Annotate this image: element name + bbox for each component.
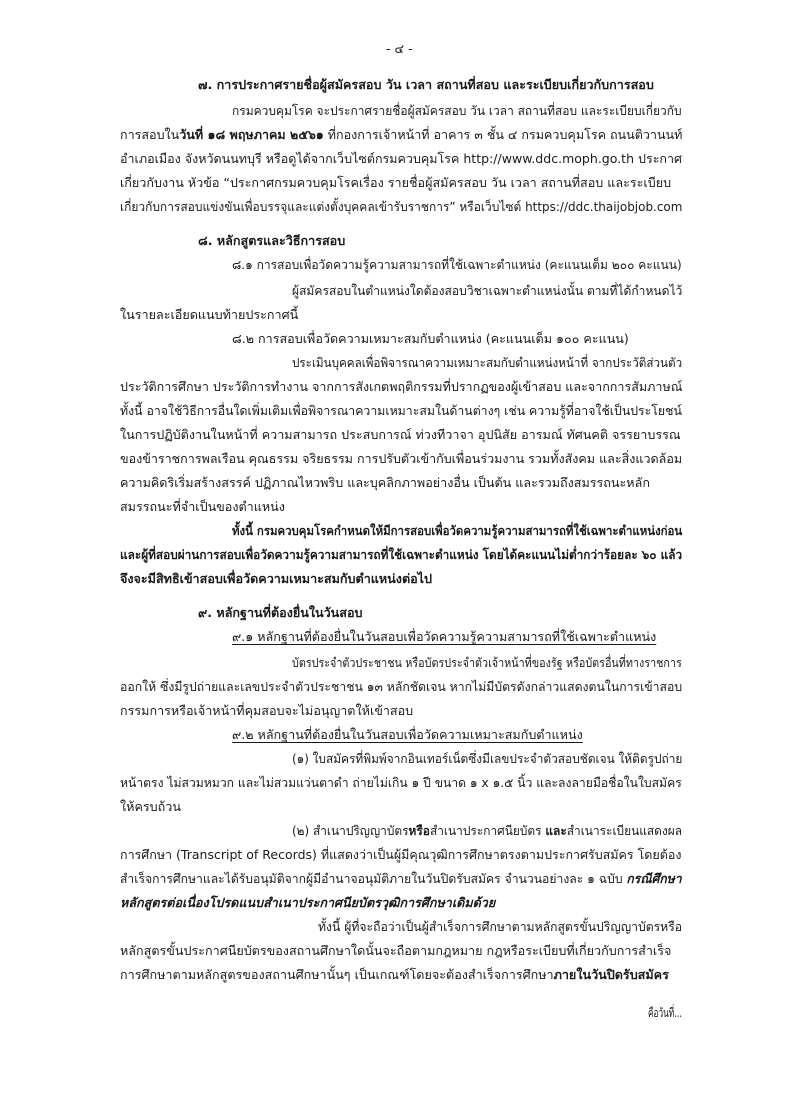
section-9-1-line-2: ออกให้ ซึ่งมีรูปถ่ายและเลขประจำตัวประชาชน ๑๓ หลักชัดเจน หากไม่มีบัตรดังกล่าวแสดงตนในการเข้าสอบ	[120, 679, 683, 694]
section-9-1-line-3: กรรมการหรือเจ้าหน้าที่คุมสอบจะไม่อนุญาตให้เข้าสอบ	[120, 703, 414, 718]
section-8-1-title: ๘.๑ การสอบเพื่อวัดความรู้ความสามารถที่ใช้เฉพาะตำแหน่ง (คะแนนเต็ม ๒๐๐ คะแนน)	[232, 257, 682, 272]
graduation-note-line-3: การศึกษาตามหลักสูตรของสถานศึกษานั้นๆ เป็นเกณฑ์โดยจะต้องสำเร็จการศึกษาภายในวันปิดรับสมัคร	[120, 967, 669, 982]
section-7-line-2: การสอบในวันที่ ๑๘ พฤษภาคม ๒๕๖๑ ที่กองการเจ้าหน้าที่ อาคาร ๓ ชั้น ๔ กรมควบคุมโรค ถนนติวานนท์	[120, 127, 683, 142]
section-8-2-line-5: ของข้าราชการพลเรือน คุณธรรม จริยธรรม การปรับตัวเข้ากับเพื่อนร่วมงาน รวมทั้งสังคม และสิ่งแวดล้อม	[120, 451, 683, 466]
continuing-study-note: กรณีศึกษา	[626, 871, 682, 886]
section-7-line-3: อำเภอเมือง จังหวัดนนทบุรี หรือดูได้จากเว็บไซต์กรมควบคุมโรค http://www.ddc.moph.go.th ประกาศ	[120, 151, 683, 166]
section-8-2-line-2: ประวัติการศึกษา ประวัติการทำงาน จากการสังเกตพฤติกรรมที่ปรากฏของผู้เข้าสอบ และจากการสัมภาษณ์	[120, 379, 683, 394]
section-8-note-line-3: จึงจะมีสิทธิเข้าสอบเพื่อวัดความเหมาะสมกับตำแหน่งต่อไป	[120, 571, 433, 586]
section-8-note-line-2: และผู้ที่สอบผ่านการสอบเพื่อวัดความรู้ความสามารถที่ใช้เฉพาะตำแหน่ง โดยได้คะแนนไม่ต่ำกว่าร้อยละ ๖๐ แล้ว	[120, 547, 683, 562]
section-8-1-line-2: ในรายละเอียดแนบท้ายประกาศนี้	[120, 307, 299, 322]
section-8-2-title: ๘.๒ การสอบเพื่อวัดความเหมาะสมกับตำแหน่ง (คะแนนเต็ม ๑๐๐ คะแนน)	[232, 331, 629, 346]
item-1-line-3: ให้ครบถ้วน	[120, 799, 181, 814]
section-8-2-line-7: สมรรถนะที่จำเป็นของตำแหน่ง	[120, 499, 285, 514]
graduation-note-line-1: ทั้งนี้ ผู้ที่จะถือว่าเป็นผู้สำเร็จการศึกษาตามหลักสูตรขั้นปริญญาบัตรหรือ	[318, 919, 683, 934]
item-2-line-4: หลักสูตรต่อเนื่องโปรดแนบสำเนาประกาศนียบัตรวุฒิการศึกษาเดิมด้วย	[120, 895, 496, 910]
section-7-line-5: เกี่ยวกับการสอบแข่งขันเพื่อบรรจุและแต่งตั้งบุคคลเข้ารับราชการ” หรือเว็บไซต์ https://ddc.thaijobjob.com	[120, 199, 683, 214]
graduation-note-line-2: หลักสูตรขั้นประกาศนียบัตรของสถานศึกษาใดนั้นจะถือตามกฎหมาย กฎหรือระเบียบที่เกี่ยวกับการสำเร็จ	[120, 943, 672, 958]
item-1-line-2: หน้าตรง ไม่สวมหมวก และไม่สวมแว่นตาดำ ถ่ายไม่เกิน ๑ ปี ขนาด ๑ x ๑.๕ นิ้ว และลงลายมือชื่อในใบสมัคร	[120, 775, 682, 790]
section-9-1-line-1: บัตรประจำตัวประชาชน หรือบัตรประจำตัวเจ้าหน้าที่ของรัฐ หรือบัตรอื่นที่ทางราชการ	[292, 655, 682, 670]
continuation-marker: คือวันที่...	[648, 1005, 682, 1020]
section-8-2-line-3: ทั้งนี้ อาจใช้วิธีการอื่นใดเพิ่มเติมเพื่อพิจารณาความเหมาะสมในด้านต่างๆ เช่น ความรู้ที่อาจใช้เป็นประโยชน์	[120, 403, 682, 418]
item-1-line-1: (๑) ใบสมัครที่พิมพ์จากอินเทอร์เน็ตซึ่งมีเลขประจำตัวสอบชัดเจน ให้ติดรูปถ่าย	[292, 751, 683, 766]
announcement-date: วันที่ ๑๘ พฤษภาคม ๒๕๖๑	[179, 127, 324, 142]
section-7-heading: ๗. การประกาศรายชื่อผู้สมัครสอบ วัน เวลา สถานที่สอบ และระเบียบเกี่ยวกับการสอบ	[198, 77, 654, 92]
section-8-heading: ๘. หลักสูตรและวิธีการสอบ	[198, 233, 346, 248]
section-8-1-line-1: ผู้สมัครสอบในตำแหน่งใดต้องสอบวิชาเฉพาะตำแหน่งนั้น ตามที่ได้กำหนดไว้	[292, 283, 683, 298]
page-number: - ๔ -	[386, 41, 413, 56]
item-2-line-3: สำเร็จการศึกษาและได้รับอนุมัติจากผู้มีอำนาจอนุมัติภายในวันปิดรับสมัคร จำนวนอย่างละ ๑ ฉบับ กรณีศึกษา	[120, 871, 682, 886]
section-9-heading: ๙. หลักฐานที่ต้องยื่นในวันสอบ	[198, 605, 363, 620]
section-9-2-title: ๙.๒ หลักฐานที่ต้องยื่นในวันสอบเพื่อวัดความเหมาะสมกับตำแหน่ง	[232, 727, 583, 742]
section-8-note-line-1: ทั้งนี้ กรมควบคุมโรคกำหนดให้มีการสอบเพื่อวัดความรู้ความสามารถที่ใช้เฉพาะตำแหน่งก่อน	[232, 523, 683, 538]
item-2-line-1: (๒) สำเนาปริญญาบัตรหรือสำเนาประกาศนียบัตร และสำเนาระเบียนแสดงผล	[292, 823, 683, 838]
section-7-line-4: เกี่ยวกับงาน หัวข้อ “ประกาศกรมควบคุมโรคเรื่อง รายชื่อผู้สมัครสอบ วัน เวลา สถานที่สอบ และระเบียบ	[120, 175, 672, 190]
section-9-1-title: ๙.๑ หลักฐานที่ต้องยื่นในวันสอบเพื่อวัดความรู้ความสามารถที่ใช้เฉพาะตำแหน่ง	[232, 629, 657, 644]
section-8-2-line-1: ประเมินบุคคลเพื่อพิจารณาความเหมาะสมกับตำแหน่งหน้าที่ จากประวัติส่วนตัว	[292, 355, 683, 370]
item-2-line-2: การศึกษา (Transcript of Records) ที่แสดงว่าเป็นผู้มีคุณวุฒิการศึกษาตรงตามประกาศรับสมัคร โดยต้อง	[120, 847, 682, 862]
section-8-2-line-6: ความคิดริเริ่มสร้างสรรค์ ปฏิภาณไหวพริบ และบุคลิกภาพอย่างอื่น เป็นต้น และรวมถึงสมรรถนะหลัก	[120, 475, 650, 490]
section-7-line-1: กรมควบคุมโรค จะประกาศรายชื่อผู้สมัครสอบ วัน เวลา สถานที่สอบ และระเบียบเกี่ยวกับ	[232, 103, 682, 118]
section-8-2-line-4: ในการปฏิบัติงานในหน้าที่ ความสามารถ ประสบการณ์ ท่วงทีวาจา อุปนิสัย อารมณ์ ทัศนคติ จรรยาบรรณ	[120, 427, 681, 442]
